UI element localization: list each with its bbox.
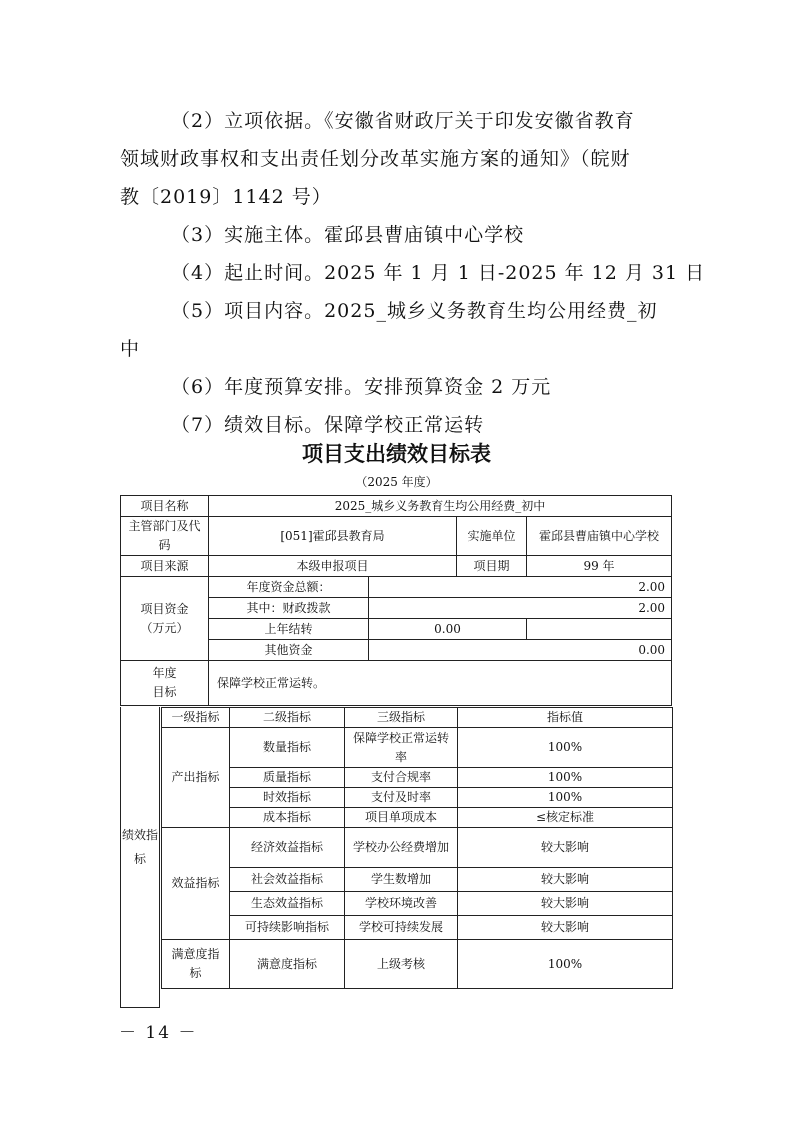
level2-cell: 生态效益指标 <box>230 892 345 916</box>
funds-row-value: 0.00 <box>369 619 527 640</box>
table-row <box>121 661 672 706</box>
impl-unit-label: 实施单位 <box>457 517 527 556</box>
value-cell: 100% <box>458 940 673 989</box>
performance-indicators-label <box>120 707 160 1008</box>
level2-cell: 质量指标 <box>230 768 345 788</box>
project-name-value: 2025_城乡义务教育生均公用经费_初中 <box>209 496 672 517</box>
table-row <box>162 808 673 828</box>
level1-output: 产出指标 <box>162 728 230 828</box>
paragraph-basis-line2: 领域财政事权和支出责任划分改革实施方案的通知》（皖财 <box>120 148 631 170</box>
funds-row-value: 2.00 <box>369 598 672 619</box>
table-row <box>162 788 673 808</box>
header-level2: 二级指标 <box>230 708 345 728</box>
table-row <box>121 496 672 517</box>
level1-benefit: 效益指标 <box>162 828 230 940</box>
funds-row-label: 上年结转 <box>209 619 369 640</box>
table-row <box>121 577 672 598</box>
level3-cell: 学校环境改善 <box>345 892 458 916</box>
table-row <box>121 556 672 577</box>
funds-row-value: 0.00 <box>369 640 672 661</box>
source-value: 本级申报项目 <box>209 556 457 577</box>
paragraph-goal: （7）绩效目标。保障学校正常运转 <box>171 414 485 436</box>
table-row <box>162 892 673 916</box>
level3-cell: 上级考核 <box>345 940 458 989</box>
value-cell: ≤核定标准 <box>458 808 673 828</box>
value-cell: 较大影响 <box>458 892 673 916</box>
table-row <box>121 517 672 556</box>
level2-cell: 可持续影响指标 <box>230 916 345 940</box>
paragraph-content-line1: （5）项目内容。2025_城乡义务教育生均公用经费_初 <box>171 300 658 322</box>
paragraph-period: （4）起止时间。2025 年 1 月 1 日-2025 年 12 月 31 日 <box>171 262 706 284</box>
table-row <box>162 940 673 989</box>
period-label: 项目期 <box>457 556 527 577</box>
level3-cell: 学校办公经费增加 <box>345 828 458 868</box>
funds-row-label: 其他资金 <box>209 640 369 661</box>
level3-cell: 学生数增加 <box>345 868 458 892</box>
value-cell: 100% <box>458 728 673 768</box>
dept-label: 主管部门及代码 <box>121 517 209 556</box>
value-cell: 较大影响 <box>458 868 673 892</box>
funds-label: 项目资金（万元） <box>121 577 209 661</box>
table-year: （2025 年度） <box>355 475 438 489</box>
period-value: 99 年 <box>527 556 672 577</box>
indicators-table <box>161 707 673 989</box>
funds-row-label: 年度资金总额： <box>209 577 369 598</box>
paragraph-basis-line3: 教〔2019〕1142 号） <box>120 186 332 208</box>
performance-indicators-text: 绩效指标 <box>121 828 158 866</box>
level2-cell: 时效指标 <box>230 788 345 808</box>
table-title: 项目支出绩效目标表 <box>302 442 491 466</box>
table-row <box>162 728 673 768</box>
level2-cell: 数量指标 <box>230 728 345 768</box>
paragraph-content-line2: 中 <box>120 338 141 360</box>
table-header-row <box>162 708 673 728</box>
header-level3: 三级指标 <box>345 708 458 728</box>
level3-cell: 支付合规率 <box>345 768 458 788</box>
paragraph-basis-line1: （2）立项依据。《安徽省财政厅关于印发安徽省教育 <box>171 110 635 132</box>
table-row <box>162 828 673 868</box>
level3-cell: 项目单项成本 <box>345 808 458 828</box>
annual-goal-text: 保障学校正常运转。 <box>209 661 672 706</box>
table-row <box>162 868 673 892</box>
level1-satisfaction: 满意度指标 <box>162 940 230 989</box>
project-name-label: 项目名称 <box>121 496 209 517</box>
value-cell: 100% <box>458 788 673 808</box>
value-cell: 较大影响 <box>458 828 673 868</box>
level2-cell: 社会效益指标 <box>230 868 345 892</box>
level2-cell: 满意度指标 <box>230 940 345 989</box>
project-info-table <box>120 495 672 706</box>
value-cell: 较大影响 <box>458 916 673 940</box>
source-label: 项目来源 <box>121 556 209 577</box>
level2-cell: 成本指标 <box>230 808 345 828</box>
page-number: － 14 － <box>119 1023 198 1043</box>
header-value: 指标值 <box>458 708 673 728</box>
paragraph-entity: （3）实施主体。霍邱县曹庙镇中心学校 <box>171 224 525 246</box>
level3-cell: 保障学校正常运转率 <box>345 728 458 768</box>
value-cell: 100% <box>458 768 673 788</box>
dept-value: [051]霍邱县教育局 <box>209 517 457 556</box>
level3-cell: 支付及时率 <box>345 788 458 808</box>
table-row <box>162 768 673 788</box>
impl-unit-value: 霍邱县曹庙镇中心学校 <box>527 517 672 556</box>
paragraph-budget: （6）年度预算安排。安排预算资金 2 万元 <box>171 376 552 398</box>
level3-cell: 学校可持续发展 <box>345 916 458 940</box>
funds-row-blank <box>527 619 672 640</box>
table-row <box>162 916 673 940</box>
annual-goal-label: 年度目标 <box>121 661 209 706</box>
level2-cell: 经济效益指标 <box>230 828 345 868</box>
funds-row-value: 2.00 <box>369 577 672 598</box>
funds-row-label: 其中：财政拨款 <box>209 598 369 619</box>
header-level1: 一级指标 <box>162 708 230 728</box>
